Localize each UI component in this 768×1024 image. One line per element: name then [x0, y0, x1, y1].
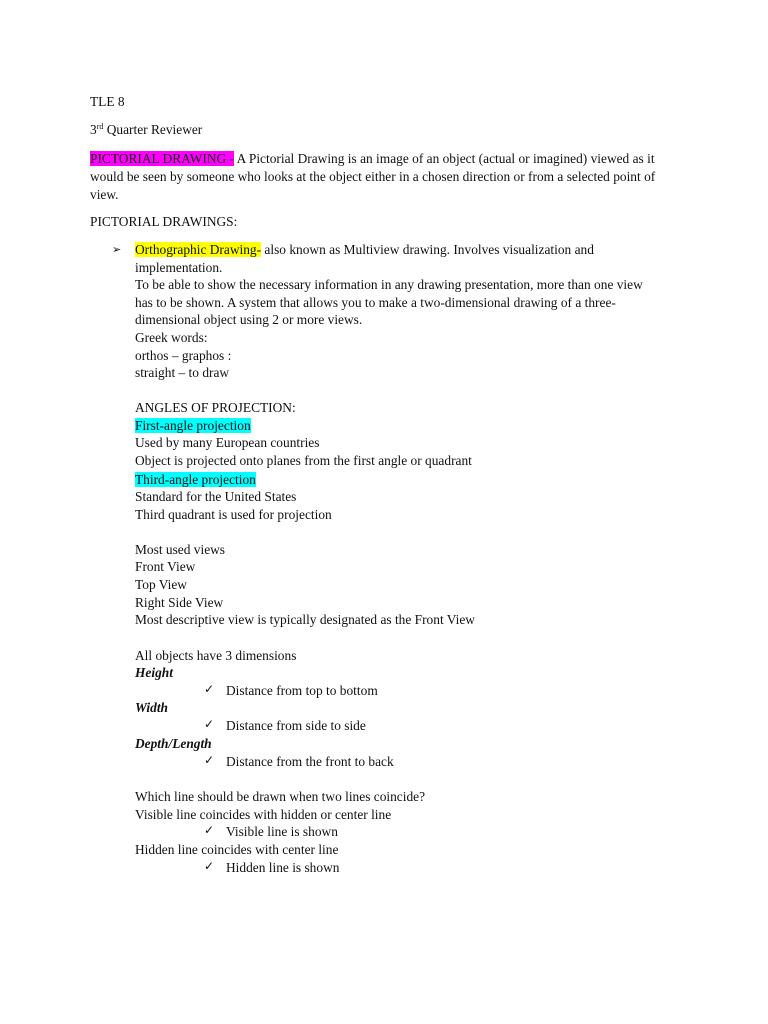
- definition-line-1: [90, 150, 655, 167]
- ortho-line-4: has to be shown. A system that allows you to make a two-dimensional drawing of a three-: [135, 295, 616, 310]
- check-icon: ✓: [204, 717, 215, 731]
- coincide-answer-1: Visible line is shown: [226, 824, 338, 839]
- first-angle-line: [135, 417, 251, 434]
- dim-width-desc: Distance from side to side: [226, 718, 366, 733]
- third-angle-detail-1: Standard for the United States: [135, 489, 297, 504]
- first-angle-term: First-angle projection: [135, 418, 251, 433]
- ortho-line-1: [135, 241, 594, 258]
- ortho-text-1: also known as Multiview drawing. Involves visualization and: [261, 242, 594, 257]
- definition-text-1: A Pictorial Drawing is an image of an object (actual or imagined) viewed as it: [233, 151, 655, 166]
- dim-depth-label: Depth/Length: [135, 736, 212, 751]
- dims-heading: All objects have 3 dimensions: [135, 648, 297, 663]
- subtitle-text: Quarter Reviewer: [103, 122, 203, 137]
- check-icon: ✓: [204, 859, 215, 873]
- check-icon: ✓: [204, 682, 215, 696]
- coincide-answer-2: Hidden line is shown: [226, 860, 340, 875]
- ortho-term: Orthographic Drawing-: [135, 242, 262, 257]
- angles-heading: ANGLES OF PROJECTION:: [135, 400, 296, 415]
- views-note: Most descriptive view is typically designated as the Front View: [135, 612, 475, 627]
- third-angle-line: [135, 471, 256, 488]
- greek-line-2: straight – to draw: [135, 365, 230, 380]
- coincide-question: Which line should be drawn when two lines coincide?: [135, 789, 426, 804]
- view-right-side: Right Side View: [135, 595, 224, 610]
- bullet-arrow-icon: ➢: [112, 243, 122, 256]
- section-heading: PICTORIAL DRAWINGS:: [90, 214, 238, 229]
- views-heading: Most used views: [135, 542, 226, 557]
- view-top: Top View: [135, 577, 187, 592]
- dim-depth-desc: Distance from the front to back: [226, 754, 394, 769]
- check-icon: ✓: [204, 823, 215, 837]
- subtitle-number: 3: [90, 122, 97, 137]
- greek-line-1: orthos – graphos :: [135, 348, 232, 363]
- third-angle-term: Third-angle projection: [135, 472, 256, 487]
- first-angle-detail-1: Used by many European countries: [135, 435, 320, 450]
- dim-height-desc: Distance from top to bottom: [226, 683, 378, 698]
- view-front: Front View: [135, 559, 196, 574]
- ortho-line-2: implementation.: [135, 260, 223, 275]
- ortho-line-5: dimensional object using 2 or more views.: [135, 312, 363, 327]
- subtitle-ordinal: rd: [96, 122, 104, 131]
- definition-line-3: view.: [90, 187, 119, 202]
- doc-subtitle: [90, 121, 202, 138]
- dim-width-label: Width: [135, 700, 168, 715]
- definition-term: PICTORIAL DRAWING -: [90, 151, 234, 166]
- coincide-rule-1: Visible line coincides with hidden or center line: [135, 807, 392, 822]
- check-icon: ✓: [204, 753, 215, 767]
- third-angle-detail-2: Third quadrant is used for projection: [135, 507, 332, 522]
- first-angle-detail-2: Object is projected onto planes from the first angle or quadrant: [135, 453, 472, 468]
- greek-label: Greek words:: [135, 330, 208, 345]
- coincide-rule-2: Hidden line coincides with center line: [135, 842, 339, 857]
- doc-title: TLE 8: [90, 94, 125, 109]
- definition-line-2: would be seen by someone who looks at the object either in a chosen direction or from a selected point of: [90, 169, 656, 184]
- ortho-line-3: To be able to show the necessary information in any drawing presentation, more than one view: [135, 277, 643, 292]
- dim-height-label: Height: [135, 665, 173, 680]
